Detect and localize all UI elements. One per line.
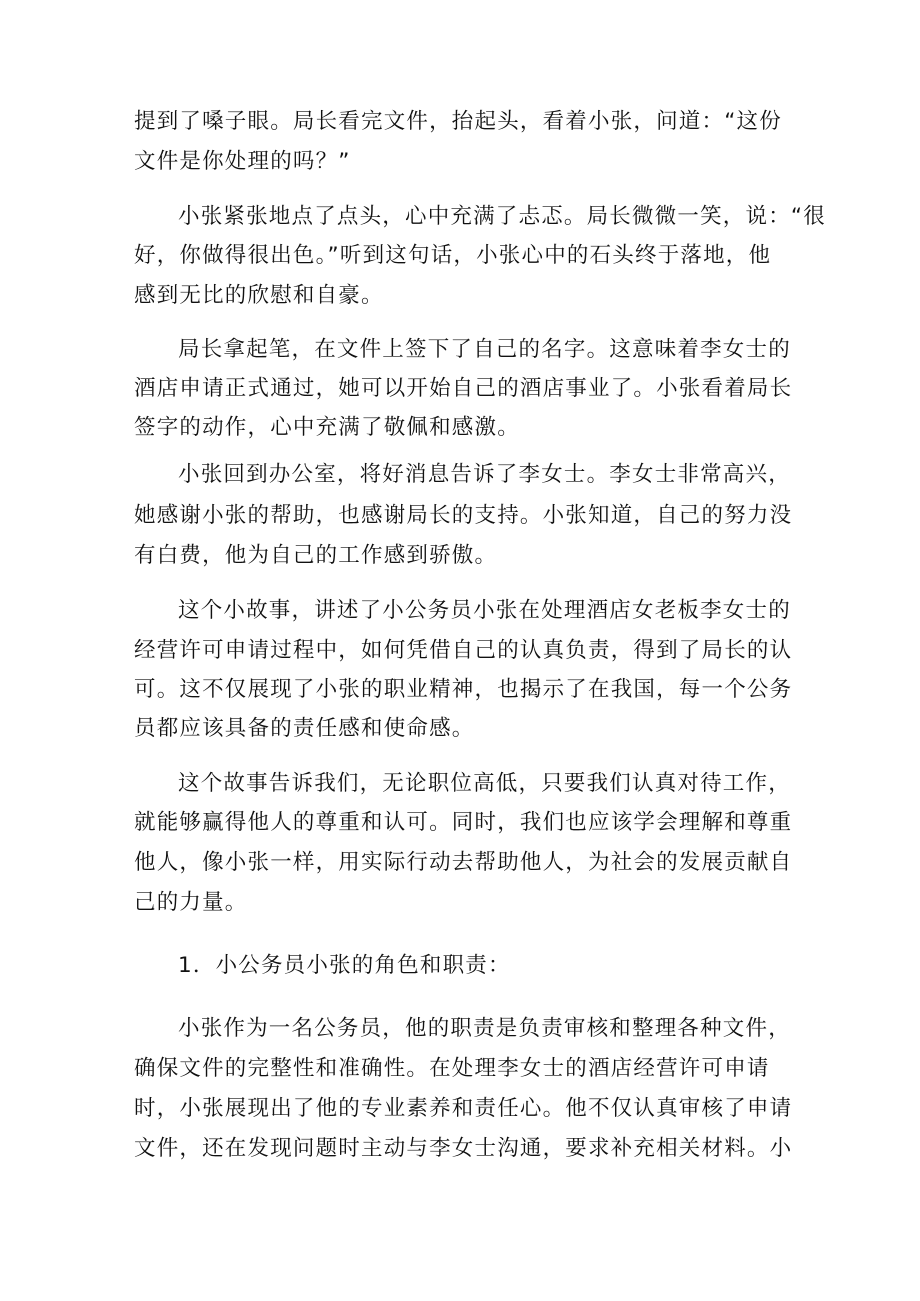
paragraph-line: 酒店申请正式通过，她可以开始自己的酒店事业了。小张看着局长 — [134, 376, 793, 401]
paragraph-line: 经营许可申请过程中，如何凭借自己的认真负责，得到了局长的认 — [134, 638, 793, 663]
paragraph-line: 小张作为一名公务员，他的职责是负责审核和整理各种文件， — [178, 1016, 791, 1041]
paragraph-line: 己的力量。 — [134, 890, 248, 915]
section-heading: 1．小公务员小张的角色和职责： — [178, 953, 511, 978]
paragraph-line: 小张紧张地点了点头，心中充满了忐忑。局长微微一笑，说：“很 — [178, 204, 826, 229]
paragraph-line: 好，你做得很出色。”听到这句话，小张心中的石头终于落地，他 — [134, 243, 772, 268]
paragraph-line: 他人，像小张一样，用实际行动去帮助他人，为社会的发展贡献自 — [134, 850, 793, 875]
paragraph-line: 文件是你处理的吗？” — [134, 149, 351, 174]
paragraph-line: 局长拿起笔，在文件上签下了自己的名字。这意味着李女士的 — [178, 337, 791, 362]
paragraph-line: 感到无比的欣慰和自豪。 — [134, 283, 384, 308]
paragraph-line: 就能够赢得他人的尊重和认可。同时，我们也应该学会理解和尊重 — [134, 810, 793, 835]
paragraph-line: 有白费，他为自己的工作感到骄傲。 — [134, 543, 498, 568]
paragraph-line: 员都应该具备的责任感和使命感。 — [134, 716, 475, 741]
paragraph-line: 这个故事告诉我们，无论职位高低，只要我们认真对待工作， — [178, 771, 791, 796]
paragraph-line: 提到了嗓子眼。局长看完文件，抬起头，看着小张，问道：“这份 — [134, 109, 782, 134]
paragraph-line: 这个小故事，讲述了小公务员小张在处理酒店女老板李女士的 — [178, 598, 791, 623]
paragraph-line: 文件，还在发现问题时主动与李女士沟通，要求补充相关材料。小 — [134, 1136, 793, 1161]
paragraph-line: 时，小张展现出了他的专业素养和责任心。他不仅认真审核了申请 — [134, 1096, 793, 1121]
paragraph-line: 可。这不仅展现了小张的职业精神，也揭示了在我国，每一个公务 — [134, 677, 793, 702]
paragraph-line: 小张回到办公室，将好消息告诉了李女士。李女士非常高兴， — [178, 462, 791, 487]
paragraph-line: 她感谢小张的帮助，也感谢局长的支持。小张知道，自己的努力没 — [134, 503, 793, 528]
paragraph-line: 确保文件的完整性和准确性。在处理李女士的酒店经营许可申请 — [134, 1056, 770, 1081]
paragraph-line: 签字的动作，心中充满了敬佩和感激。 — [134, 415, 520, 440]
